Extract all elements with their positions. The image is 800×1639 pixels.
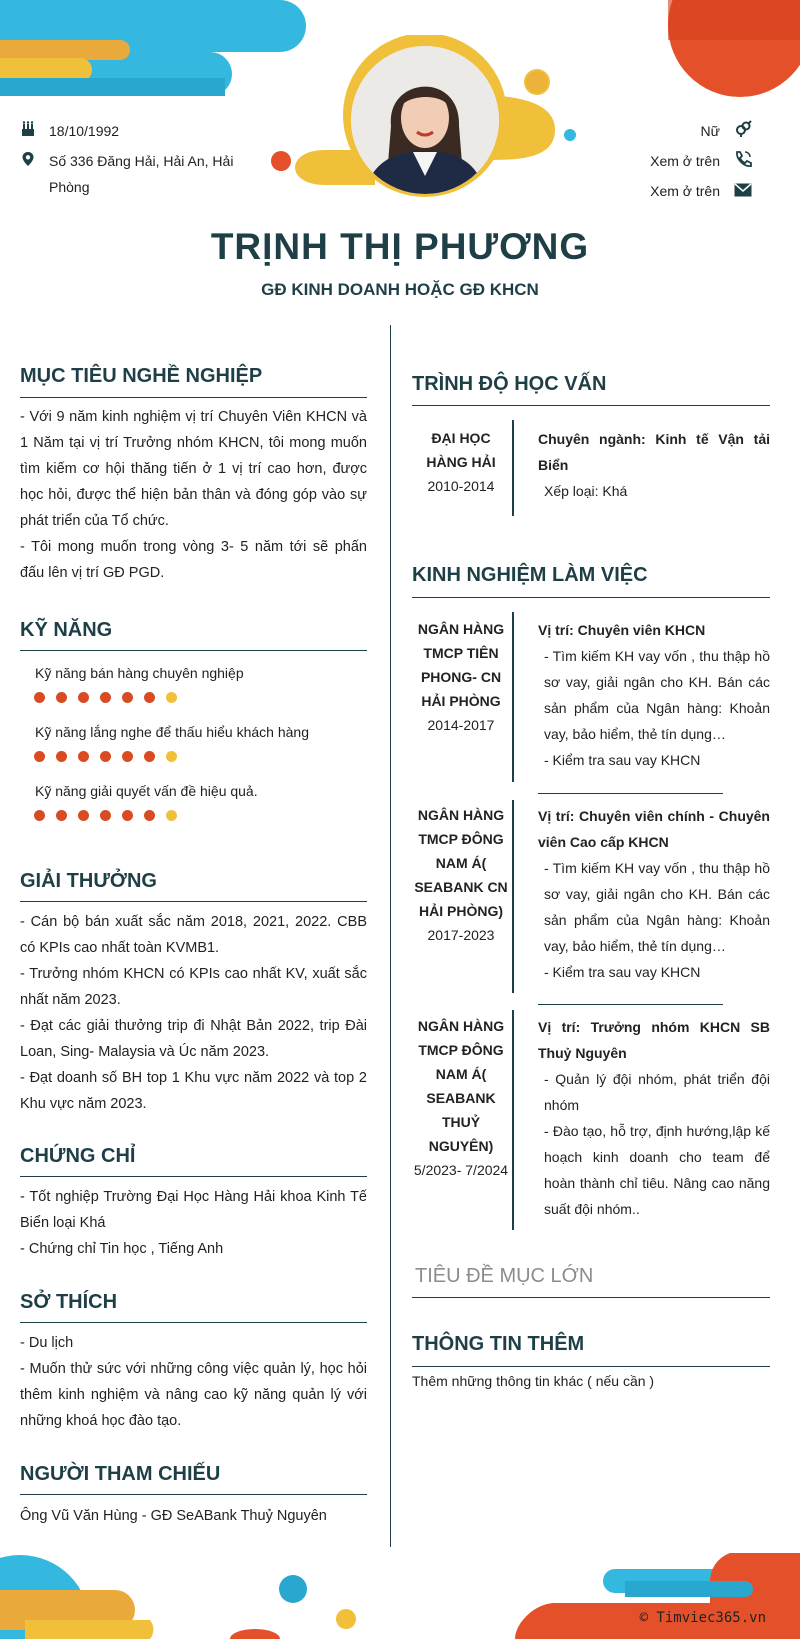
- education-underline: [412, 405, 770, 406]
- decor-top-right: [668, 0, 800, 100]
- references-text: Ông Vũ Văn Hùng - GĐ SeABank Thuỷ Nguyên: [20, 1508, 327, 1524]
- placeholder-underline: [412, 1297, 770, 1298]
- hobby-item: - Muốn thử sức với những công việc quản lý, học hỏi thêm kinh nghiệm và nâng cao kỹ năng quản lý với những khoá học đào tạo.: [20, 1361, 367, 1429]
- rating-dot: [56, 810, 67, 821]
- decor-bottom-left: [0, 1545, 380, 1639]
- address-text: Số 336 Đăng Hải, Hải An, Hải Phòng: [49, 153, 234, 195]
- hobbies-text: [20, 1330, 367, 1434]
- skill-label: Kỹ năng bán hàng chuyên nghiệp: [35, 665, 244, 681]
- references-title: NGƯỜI THAM CHIẾU: [20, 1463, 221, 1485]
- certificates-text: [20, 1184, 367, 1262]
- rating-dot: [100, 751, 111, 762]
- award-item: - Cán bộ bán xuất sắc năm 2018, 2021, 2022. CBB có KPIs cao nhất toàn KVMB1.: [20, 914, 367, 956]
- job-company-block: [411, 617, 511, 737]
- job-position: Vị trí: Chuyên viên KHCN: [538, 622, 706, 638]
- education-years: 2010-2014: [427, 478, 495, 494]
- job-details: [538, 803, 770, 985]
- education-major: Chuyên ngành: Kinh tế Vận tải Biển: [538, 431, 770, 473]
- job-detail: - Kiểm tra sau vay KHCN: [544, 964, 701, 980]
- decor-bottom-right: [515, 1553, 800, 1639]
- skill-rating: [34, 751, 177, 762]
- placeholder-section-title: TIÊU ĐỀ MỤC LỚN: [415, 1265, 594, 1287]
- column-divider: [390, 325, 391, 1547]
- award-item: - Đạt doanh số BH top 1 Khu vực năm 2022 và top 2 Khu vực năm 2023.: [20, 1070, 367, 1112]
- certificates-underline: [20, 1176, 367, 1177]
- rating-dot: [144, 751, 155, 762]
- job-position: Vị trí: Trưởng nhóm KHCN SB Thuỷ Nguyên: [538, 1019, 770, 1061]
- rating-dot: [100, 692, 111, 703]
- award-item: - Đạt các giải thưởng trip đi Nhật Bản 2022, trip Đài Loan, Sing- Malaysia và Úc năm 2023.: [20, 1018, 367, 1060]
- hobbies-title: SỞ THÍCH: [20, 1291, 118, 1313]
- rating-dot: [78, 751, 89, 762]
- more-info-text: Thêm những thông tin khác ( nếu cần ): [412, 1373, 655, 1389]
- envelope-icon: [734, 183, 752, 197]
- job-detail: - Tìm kiếm KH vay vốn , thu thập hồ sơ vay, giải ngân cho KH. Bán các sản phẩm của Ngân hàng: Khoản vay, bảo hiểm, thẻ tín dụng…: [544, 648, 770, 742]
- candidate-role: GĐ KINH DOANH HOẶC GĐ KHCN: [261, 280, 539, 299]
- job-detail: - Tìm kiếm KH vay vốn , thu thập hồ sơ vay, giải ngân cho KH. Bán các sản phẩm của Ngân hàng: Khoản vay, bảo hiểm, thẻ tín dụng…: [544, 860, 770, 954]
- hobbies-underline: [20, 1322, 367, 1323]
- cake-icon: [20, 121, 36, 137]
- avatar: [351, 46, 499, 194]
- rating-dot: [56, 751, 67, 762]
- skills-underline: [20, 650, 367, 651]
- skills-title: KỸ NĂNG: [20, 619, 113, 641]
- rating-dot: [122, 692, 133, 703]
- gender-icon: [734, 120, 752, 138]
- rating-dot: [122, 810, 133, 821]
- map-pin-icon: [20, 151, 36, 167]
- job-position: Vị trí: Chuyên viên chính - Chuyên viên Cao cấp KHCN: [538, 808, 770, 850]
- skill-rating: [34, 692, 177, 703]
- rating-dot: [122, 751, 133, 762]
- watermark: © Timviec365.vn: [639, 1610, 766, 1626]
- experience-underline: [412, 597, 770, 598]
- job-detail: - Đào tạo, hỗ trợ, định hướng,lập kế hoạch kinh doanh cho team để hoàn thành chỉ tiêu. Nâng cao năng suất đội nhóm..: [544, 1123, 770, 1217]
- more-info-underline: [412, 1366, 770, 1367]
- phone-text: Xem ở trên: [650, 153, 720, 169]
- job-years: 2017-2023: [427, 927, 495, 943]
- education-school: ĐẠI HỌC HÀNG HẢI: [426, 430, 496, 470]
- awards-underline: [20, 901, 367, 902]
- rating-dot: [78, 810, 89, 821]
- job-vline: [512, 1010, 514, 1230]
- job-details: [538, 1014, 770, 1222]
- education-vline: [512, 420, 514, 516]
- phone-icon: [734, 150, 752, 168]
- award-item: - Trưởng nhóm KHCN có KPIs cao nhất KV, xuất sắc nhất năm 2023.: [20, 966, 367, 1008]
- rating-dot: [34, 810, 45, 821]
- rating-dot: [100, 810, 111, 821]
- job-separator: [538, 1004, 723, 1005]
- hobby-item: - Du lịch: [20, 1335, 74, 1351]
- email-text: Xem ở trên: [650, 183, 720, 199]
- rating-dot: [144, 692, 155, 703]
- certificate-item: - Chứng chỉ Tin học , Tiếng Anh: [20, 1241, 224, 1257]
- skill-label: Kỹ năng lắng nghe để thấu hiểu khách hàng: [35, 724, 310, 740]
- education-title: TRÌNH ĐỘ HỌC VẤN: [412, 373, 607, 395]
- job-company: NGÂN HÀNG TMCP ĐÔNG NAM Á( SEABANK THUỶ NGUYÊN): [417, 1018, 505, 1154]
- candidate-name: TRỊNH THỊ PHƯƠNG: [210, 226, 590, 267]
- more-info-title: THÔNG TIN THÊM: [412, 1333, 585, 1355]
- rating-dot: [144, 810, 155, 821]
- gender-text: Nữ: [700, 123, 720, 139]
- references-underline: [20, 1494, 367, 1495]
- rating-dot: [34, 751, 45, 762]
- job-detail: - Quản lý đội nhóm, phát triển đội nhóm: [544, 1071, 770, 1113]
- awards-text: [20, 909, 367, 1117]
- rating-dot: [56, 692, 67, 703]
- objective-text: [20, 404, 367, 586]
- rating-dot: [78, 692, 89, 703]
- education-grade: Xếp loại: Khá: [544, 483, 628, 499]
- skill-label: Kỹ năng giải quyết vấn đề hiệu quả.: [35, 783, 258, 799]
- awards-title: GIẢI THƯỞNG: [20, 870, 157, 892]
- rating-dot: [166, 692, 177, 703]
- education-school-block: [411, 426, 511, 498]
- decor-top-left: [0, 0, 310, 100]
- certificates-title: CHỨNG CHỈ: [20, 1145, 136, 1167]
- experience-title: KINH NGHIỆM LÀM VIỆC: [412, 564, 648, 586]
- rating-dot: [34, 692, 45, 703]
- objective-paragraph: - Với 9 năm kinh nghiệm vị trí Chuyên Viên KHCN và 1 Năm tại vị trí Trưởng nhóm KHCN, tôi mong muốn tìm kiếm cơ hội thăng tiến ở 1 vị trí cao hơn, được học hỏi, được thể hiện bản thân và đóng góp vào sự phát triển của Tổ chức.: [20, 409, 367, 529]
- job-company-block: [411, 1014, 511, 1182]
- objective-title: MỤC TIÊU NGHỀ NGHIỆP: [20, 365, 263, 387]
- job-years: 2014-2017: [427, 717, 495, 733]
- education-details: [538, 426, 770, 504]
- avatar-illustration: [351, 46, 499, 194]
- job-details: [538, 617, 770, 773]
- rating-dot: [166, 810, 177, 821]
- objective-underline: [20, 397, 367, 398]
- job-company: NGÂN HÀNG TMCP ĐÔNG NAM Á( SEABANK CN HẢI PHÒNG): [414, 807, 508, 919]
- job-company-block: [411, 803, 511, 947]
- certificate-item: - Tốt nghiệp Trường Đại Học Hàng Hải khoa Kinh Tế Biển loại Khá: [20, 1189, 367, 1231]
- job-vline: [512, 612, 514, 782]
- skill-rating: [34, 810, 177, 821]
- job-years: 5/2023- 7/2024: [413, 1162, 509, 1178]
- job-detail: - Kiểm tra sau vay KHCN: [544, 752, 701, 768]
- rating-dot: [166, 751, 177, 762]
- objective-paragraph: - Tôi mong muốn trong vòng 3- 5 năm tới sẽ phấn đấu lên vị trí GĐ PGD.: [20, 539, 367, 581]
- job-company: NGÂN HÀNG TMCP TIÊN PHONG- CN HẢI PHÒNG: [417, 621, 505, 709]
- dob-text: 18/10/1992: [49, 123, 120, 139]
- job-separator: [538, 793, 723, 794]
- job-vline: [512, 800, 514, 993]
